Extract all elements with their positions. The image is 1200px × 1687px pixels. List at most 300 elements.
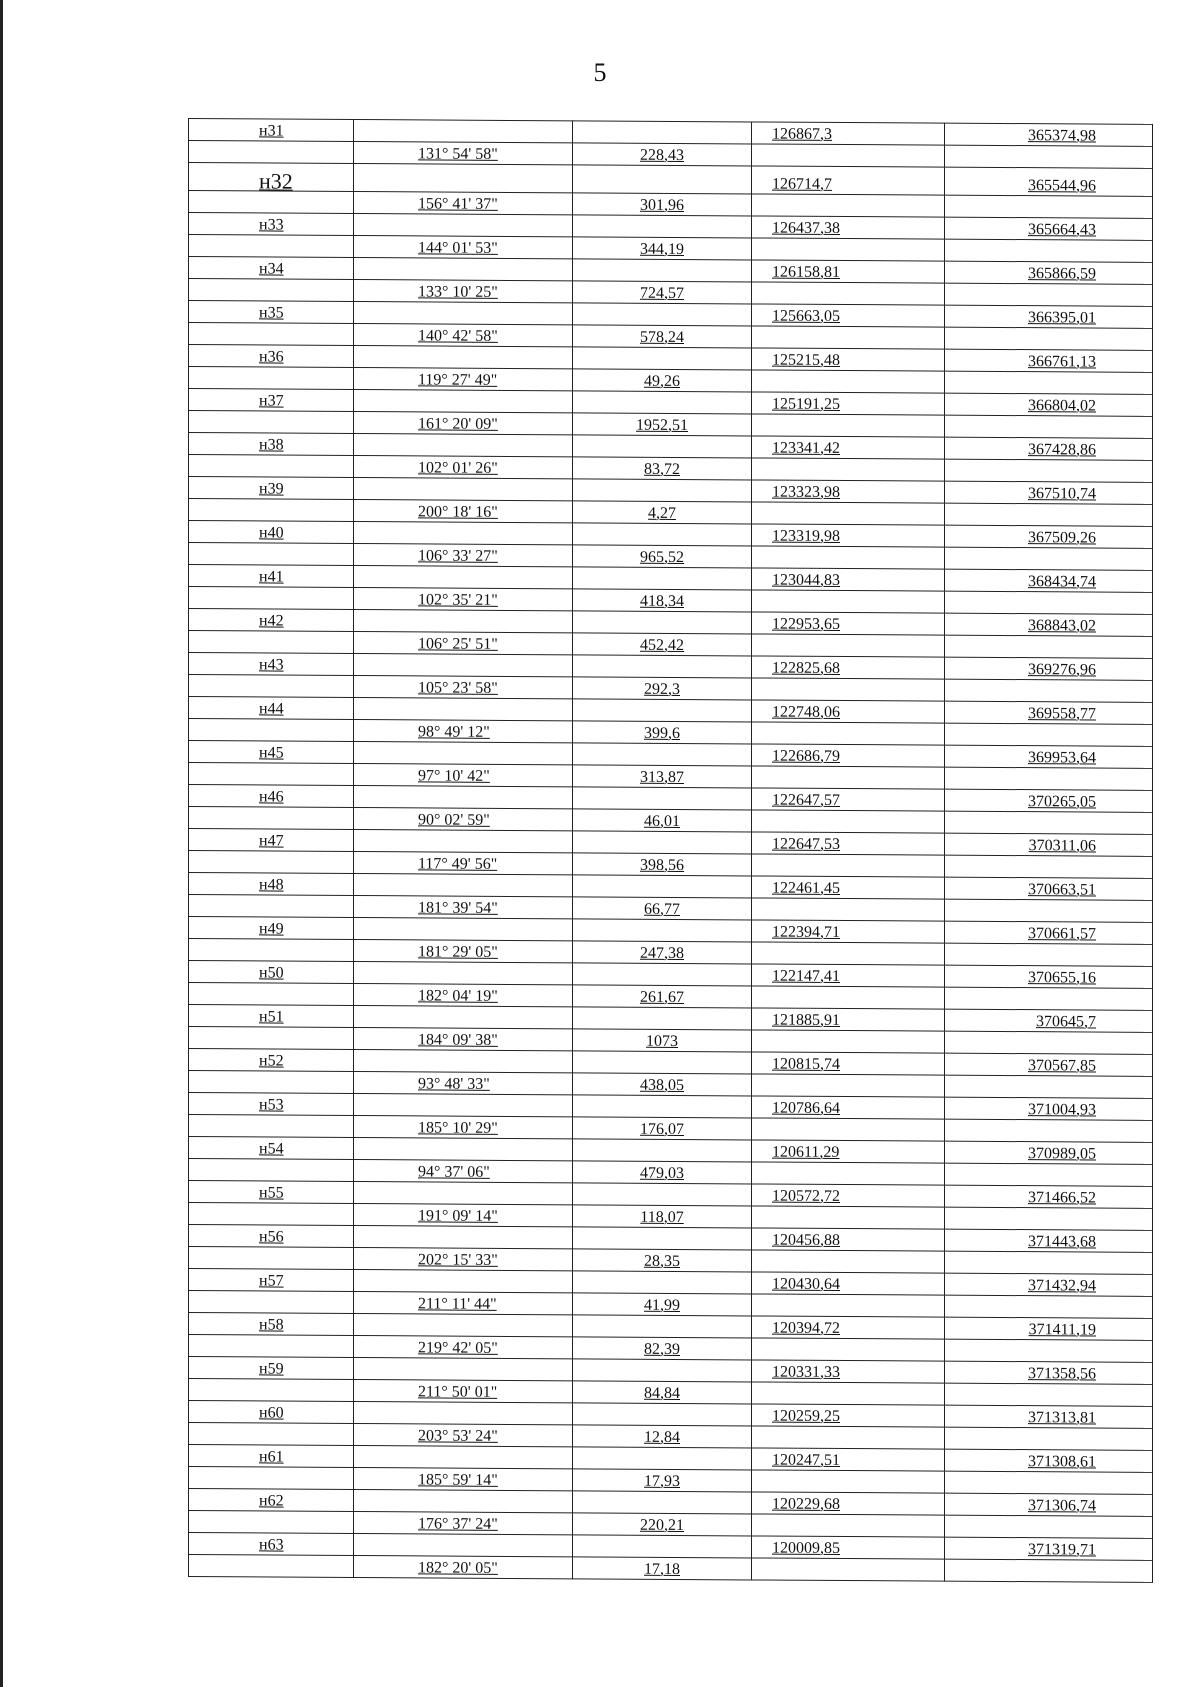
point-name-cell (189, 807, 354, 830)
x-coordinate-cell (752, 546, 945, 569)
distance-cell-text: 261,67 (640, 988, 684, 1007)
x-coordinate-cell (752, 1140, 945, 1163)
y-coordinate-cell (945, 899, 1153, 922)
x-coordinate-cell (752, 194, 945, 217)
coordinates-table (188, 118, 1153, 1583)
distance-cell (573, 1051, 752, 1074)
y-coordinate-cell (945, 261, 1153, 284)
x-coordinate-cell-text: 120259,25 (772, 1407, 840, 1425)
x-coordinate-cell (752, 1184, 945, 1207)
point-name-cell (189, 1313, 354, 1336)
distance-cell (573, 413, 752, 436)
distance-cell (573, 435, 752, 458)
x-coordinate-cell (752, 392, 945, 415)
x-coordinate-cell (752, 326, 945, 349)
distance-cell (573, 1557, 752, 1580)
distance-cell (573, 1293, 752, 1316)
point-name-cell (189, 1489, 354, 1512)
distance-cell (573, 743, 752, 766)
angle-cell (354, 500, 573, 523)
point-name-cell (189, 301, 354, 324)
angle-cell-text: 117° 49' 56" (418, 855, 498, 873)
angle-cell (354, 720, 573, 743)
y-coordinate-cell-text: 367509,26 (1028, 529, 1096, 547)
point-name-cell-text: н41 (259, 568, 284, 586)
distance-cell (573, 143, 752, 166)
x-coordinate-cell (752, 1382, 945, 1405)
y-coordinate-cell-text: 365866,59 (1028, 265, 1096, 283)
distance-cell-text: 46,01 (644, 812, 680, 831)
angle-cell (354, 1050, 573, 1073)
point-name-cell (189, 1423, 354, 1446)
distance-cell (573, 1073, 752, 1096)
distance-cell-text: 228,43 (640, 146, 684, 165)
angle-cell-text: 181° 29' 05" (418, 943, 498, 961)
angle-cell (354, 1556, 573, 1579)
x-coordinate-cell (752, 568, 945, 591)
point-name-cell (189, 1401, 354, 1424)
y-coordinate-cell (945, 1537, 1153, 1560)
distance-cell-text: 28,35 (644, 1252, 680, 1271)
y-coordinate-cell-text: 371308,61 (1028, 1453, 1096, 1471)
x-coordinate-cell (752, 348, 945, 371)
angle-cell-text: 97° 10' 42" (418, 767, 490, 785)
angle-cell-text: 131° 54' 58" (418, 145, 498, 163)
angle-cell (354, 764, 573, 787)
x-coordinate-cell (752, 1162, 945, 1185)
x-coordinate-cell-text: 123323,98 (772, 483, 840, 501)
point-name-cell (189, 279, 354, 302)
angle-cell (354, 478, 573, 501)
distance-cell-text: 398,56 (640, 856, 684, 875)
y-coordinate-cell (945, 1163, 1153, 1186)
x-coordinate-cell-text: 122953,65 (772, 615, 840, 633)
distance-cell (573, 121, 752, 144)
angle-cell (354, 1072, 573, 1095)
y-coordinate-cell-text: 371432,94 (1028, 1277, 1096, 1295)
y-coordinate-cell (945, 503, 1153, 526)
y-coordinate-cell (945, 1185, 1153, 1208)
distance-cell-text: 12,84 (644, 1428, 680, 1447)
distance-cell (573, 165, 752, 194)
point-name-cell (189, 477, 354, 500)
x-coordinate-cell (752, 1536, 945, 1559)
y-coordinate-cell-text: 370567,85 (1028, 1057, 1096, 1075)
x-coordinate-cell (752, 832, 945, 855)
y-coordinate-cell (945, 1009, 1153, 1032)
segment-row (189, 1555, 1153, 1583)
y-coordinate-cell-text: 365664,43 (1028, 221, 1096, 239)
angle-cell-text: 203° 53' 24" (418, 1427, 498, 1445)
angle-cell-text: 105° 23' 58" (418, 679, 498, 697)
point-name-cell (189, 1467, 354, 1490)
angle-cell (354, 522, 573, 545)
angle-cell (354, 544, 573, 567)
y-coordinate-cell-text: 365374,98 (1028, 127, 1096, 145)
distance-cell (573, 1425, 752, 1448)
x-coordinate-cell (752, 810, 945, 833)
x-coordinate-cell (752, 144, 945, 167)
point-name-cell (189, 1225, 354, 1248)
x-coordinate-cell (752, 1426, 945, 1449)
y-coordinate-cell (945, 1229, 1153, 1252)
x-coordinate-cell (752, 634, 945, 657)
point-name-cell (189, 213, 354, 236)
point-name-cell-text: н33 (259, 216, 284, 234)
x-coordinate-cell (752, 700, 945, 723)
y-coordinate-cell-text: 370311,06 (1028, 837, 1096, 855)
point-name-cell (189, 1005, 354, 1028)
distance-cell (573, 369, 752, 392)
angle-cell (354, 1402, 573, 1425)
angle-cell-text: 98° 49' 12" (418, 723, 490, 741)
point-name-cell (189, 1335, 354, 1358)
y-coordinate-cell (945, 1383, 1153, 1406)
y-coordinate-cell (945, 679, 1153, 702)
y-coordinate-cell-text: 368434,74 (1028, 573, 1096, 591)
angle-cell-text: 185° 59' 14" (418, 1471, 498, 1489)
point-name-cell-text: н61 (259, 1448, 284, 1466)
angle-cell (354, 1468, 573, 1491)
distance-cell (573, 853, 752, 876)
distance-cell (573, 1535, 752, 1558)
distance-cell-text: 49,26 (644, 372, 680, 391)
distance-cell (573, 1315, 752, 1338)
x-coordinate-cell (752, 788, 945, 811)
distance-cell-text: 418,34 (640, 592, 684, 611)
angle-cell (354, 1358, 573, 1381)
y-coordinate-cell (945, 1119, 1153, 1142)
point-name-cell (189, 367, 354, 390)
x-coordinate-cell (752, 1272, 945, 1295)
distance-cell (573, 721, 752, 744)
point-name-cell (189, 917, 354, 940)
angle-cell-text: 102° 35' 21" (418, 591, 498, 609)
y-coordinate-cell-text: 371313,81 (1028, 1409, 1096, 1427)
angle-cell (354, 1182, 573, 1205)
y-coordinate-cell-text: 366761,13 (1028, 353, 1096, 371)
x-coordinate-cell (752, 920, 945, 943)
angle-cell (354, 120, 573, 143)
point-name-cell-text: н63 (259, 1536, 284, 1554)
y-coordinate-cell (945, 987, 1153, 1010)
point-name-cell (189, 433, 354, 456)
point-name-cell-text: н51 (259, 1008, 284, 1026)
x-coordinate-cell-text: 126158,81 (772, 263, 840, 281)
x-coordinate-cell (752, 590, 945, 613)
distance-cell (573, 479, 752, 502)
point-name-cell (189, 1269, 354, 1292)
point-name-cell-text: н44 (259, 700, 284, 718)
distance-cell (573, 1469, 752, 1492)
point-name-cell-text: н42 (259, 612, 284, 630)
y-coordinate-cell (945, 1339, 1153, 1362)
x-coordinate-cell (752, 282, 945, 305)
distance-cell (573, 1447, 752, 1470)
x-coordinate-cell-text: 120611,29 (772, 1143, 840, 1161)
angle-cell-text: 182° 04' 19" (418, 987, 498, 1005)
y-coordinate-cell-text: 366395,01 (1028, 309, 1096, 327)
angle-cell (354, 214, 573, 237)
angle-cell (354, 302, 573, 325)
y-coordinate-cell-text: 369558,77 (1028, 705, 1096, 723)
angle-cell (354, 1314, 573, 1337)
angle-cell (354, 390, 573, 413)
y-coordinate-cell (945, 921, 1153, 944)
x-coordinate-cell-text: 125191,25 (772, 395, 840, 413)
angle-cell (354, 830, 573, 853)
point-name-cell-text: н46 (259, 788, 284, 806)
point-name-cell-text: н52 (259, 1052, 284, 1070)
y-coordinate-cell (945, 811, 1153, 834)
angle-cell-text: 219° 42' 05" (418, 1339, 498, 1357)
x-coordinate-cell-text: 126714,7 (772, 175, 832, 193)
y-coordinate-cell (945, 635, 1153, 658)
distance-cell-text: 176,07 (640, 1120, 684, 1139)
coordinates-table-body (189, 119, 1153, 1583)
distance-cell (573, 1029, 752, 1052)
distance-cell-text: 292,3 (644, 680, 680, 699)
x-coordinate-cell-text: 125663,05 (772, 307, 840, 325)
point-name-cell-text: н45 (259, 744, 284, 762)
point-name-cell (189, 345, 354, 368)
y-coordinate-cell (945, 1273, 1153, 1296)
y-coordinate-cell (945, 1515, 1153, 1538)
point-name-cell-text: н55 (259, 1184, 284, 1202)
point-name-cell-text: н47 (259, 832, 284, 850)
angle-cell (354, 236, 573, 259)
distance-cell (573, 1139, 752, 1162)
angle-cell (354, 1270, 573, 1293)
angle-cell-text: 182° 20' 05" (418, 1559, 498, 1577)
point-name-cell (189, 257, 354, 280)
x-coordinate-cell (752, 986, 945, 1009)
distance-cell (573, 1381, 752, 1404)
y-coordinate-cell-text: 368843,02 (1028, 617, 1096, 635)
angle-cell (354, 896, 573, 919)
distance-cell (573, 655, 752, 678)
angle-cell-text: 185° 10' 29" (418, 1119, 498, 1137)
angle-cell-text: 133° 10' 25" (418, 283, 498, 301)
y-coordinate-cell-text: 370655,16 (1028, 969, 1096, 987)
y-coordinate-cell (945, 437, 1153, 460)
x-coordinate-cell (752, 166, 945, 195)
point-name-cell-text: н35 (259, 304, 284, 322)
y-coordinate-cell (945, 1493, 1153, 1516)
distance-cell (573, 985, 752, 1008)
y-coordinate-cell (945, 789, 1153, 812)
point-name-cell (189, 631, 354, 654)
angle-cell-text: 202° 15' 33" (418, 1251, 498, 1269)
y-coordinate-cell-text: 371004,93 (1028, 1101, 1096, 1119)
x-coordinate-cell (752, 964, 945, 987)
angle-cell (354, 412, 573, 435)
angle-cell (354, 1204, 573, 1227)
y-coordinate-cell (945, 569, 1153, 592)
y-coordinate-cell (945, 393, 1153, 416)
point-name-cell-text: н39 (259, 480, 284, 498)
angle-cell (354, 1534, 573, 1557)
distance-cell-text: 452,42 (640, 636, 684, 655)
y-coordinate-cell (945, 305, 1153, 328)
point-name-cell-text: н31 (259, 122, 284, 140)
y-coordinate-cell (945, 283, 1153, 306)
x-coordinate-cell-text: 121885,91 (772, 1011, 840, 1029)
x-coordinate-cell (752, 854, 945, 877)
y-coordinate-cell (945, 167, 1153, 196)
x-coordinate-cell-text: 120247,51 (772, 1451, 840, 1469)
angle-cell-text: 94° 37' 06" (418, 1163, 490, 1181)
y-coordinate-cell (945, 877, 1153, 900)
distance-cell (573, 281, 752, 304)
y-coordinate-cell-text: 370663,51 (1028, 881, 1096, 899)
x-coordinate-cell (752, 876, 945, 899)
point-name-cell (189, 565, 354, 588)
y-coordinate-cell (945, 349, 1153, 372)
y-coordinate-cell-text: 371411,19 (1028, 1321, 1096, 1339)
x-coordinate-cell-text: 122686,79 (772, 747, 840, 765)
y-coordinate-cell-text: 371358,56 (1028, 1365, 1096, 1383)
angle-cell (354, 1446, 573, 1469)
y-coordinate-cell (945, 481, 1153, 504)
distance-cell (573, 963, 752, 986)
y-coordinate-cell (945, 745, 1153, 768)
x-coordinate-cell-text: 122647,53 (772, 835, 840, 853)
point-name-cell (189, 1533, 354, 1556)
x-coordinate-cell-text: 120394,72 (772, 1319, 840, 1337)
x-coordinate-cell (752, 524, 945, 547)
distance-cell (573, 1271, 752, 1294)
x-coordinate-cell (752, 1096, 945, 1119)
x-coordinate-cell (752, 414, 945, 437)
y-coordinate-cell (945, 459, 1153, 482)
x-coordinate-cell-text: 126437,38 (772, 219, 840, 237)
y-coordinate-cell (945, 327, 1153, 350)
y-coordinate-cell (945, 1295, 1153, 1318)
angle-cell-text: 102° 01' 26" (418, 459, 498, 477)
x-coordinate-cell (752, 1492, 945, 1515)
point-name-cell (189, 1357, 354, 1380)
angle-cell (354, 588, 573, 611)
x-coordinate-cell (752, 122, 945, 145)
distance-cell-text: 83,72 (644, 460, 680, 479)
distance-cell (573, 1205, 752, 1228)
point-name-cell (189, 719, 354, 742)
distance-cell-text: 220,21 (640, 1516, 684, 1535)
y-coordinate-cell (945, 657, 1153, 680)
distance-cell (573, 193, 752, 216)
angle-cell (354, 676, 573, 699)
distance-cell-text: 438,05 (640, 1076, 684, 1095)
angle-cell (354, 258, 573, 281)
angle-cell-text: 106° 25' 51" (418, 635, 498, 653)
distance-cell (573, 303, 752, 326)
y-coordinate-cell (945, 217, 1153, 240)
x-coordinate-cell (752, 766, 945, 789)
point-name-cell (189, 521, 354, 544)
angle-cell-text: 211° 11' 44" (418, 1295, 497, 1313)
point-name-cell-text: н34 (259, 260, 284, 278)
angle-cell (354, 456, 573, 479)
x-coordinate-cell (752, 678, 945, 701)
distance-cell (573, 1249, 752, 1272)
distance-cell (573, 875, 752, 898)
x-coordinate-cell (752, 1470, 945, 1493)
angle-cell (354, 566, 573, 589)
angle-cell (354, 280, 573, 303)
distance-cell (573, 809, 752, 832)
point-name-cell-text: н54 (259, 1140, 284, 1158)
distance-cell-text: 313,87 (640, 768, 684, 787)
point-name-cell (189, 235, 354, 258)
distance-cell (573, 259, 752, 282)
y-coordinate-cell (945, 943, 1153, 966)
distance-cell (573, 765, 752, 788)
angle-cell (354, 1490, 573, 1513)
distance-cell (573, 919, 752, 942)
y-coordinate-cell-text: 367428,86 (1028, 441, 1096, 459)
x-coordinate-cell (752, 1404, 945, 1427)
distance-cell-text: 4,27 (648, 504, 676, 522)
point-name-cell (189, 1027, 354, 1050)
angle-cell (354, 786, 573, 809)
point-name-cell (189, 1093, 354, 1116)
point-name-cell (189, 829, 354, 852)
point-name-cell (189, 191, 354, 214)
y-coordinate-cell (945, 767, 1153, 790)
angle-cell (354, 434, 573, 457)
y-coordinate-cell (945, 547, 1153, 570)
x-coordinate-cell (752, 216, 945, 239)
y-coordinate-cell (945, 965, 1153, 988)
x-coordinate-cell-text: 123341,42 (772, 439, 840, 457)
x-coordinate-cell-text: 125215,48 (772, 351, 840, 369)
x-coordinate-cell (752, 612, 945, 635)
y-coordinate-cell (945, 123, 1153, 146)
x-coordinate-cell (752, 1074, 945, 1097)
angle-cell (354, 1028, 573, 1051)
distance-cell (573, 1095, 752, 1118)
angle-cell-text: 90° 02' 59" (418, 811, 490, 829)
distance-cell (573, 567, 752, 590)
point-name-cell (189, 741, 354, 764)
point-name-cell (189, 609, 354, 632)
point-name-cell (189, 1291, 354, 1314)
point-name-cell (189, 653, 354, 676)
y-coordinate-cell-text: 370661,57 (1028, 925, 1096, 943)
distance-cell (573, 1513, 752, 1536)
x-coordinate-cell (752, 1294, 945, 1317)
x-coordinate-cell (752, 1008, 945, 1031)
point-name-cell-text: н57 (259, 1272, 284, 1290)
angle-cell (354, 1380, 573, 1403)
y-coordinate-cell (945, 591, 1153, 614)
x-coordinate-cell (752, 722, 945, 745)
point-name-cell (189, 763, 354, 786)
x-coordinate-cell (752, 744, 945, 767)
point-name-cell-text: н53 (259, 1096, 284, 1114)
x-coordinate-cell (752, 1514, 945, 1537)
x-coordinate-cell (752, 502, 945, 525)
point-name-cell-text: н32 (259, 168, 293, 194)
x-coordinate-cell-text: 120009,85 (772, 1539, 840, 1557)
x-coordinate-cell (752, 1338, 945, 1361)
distance-cell (573, 1491, 752, 1514)
x-coordinate-cell-text: 120430,64 (772, 1275, 840, 1293)
distance-cell (573, 897, 752, 920)
point-name-cell (189, 895, 354, 918)
angle-cell (354, 192, 573, 215)
